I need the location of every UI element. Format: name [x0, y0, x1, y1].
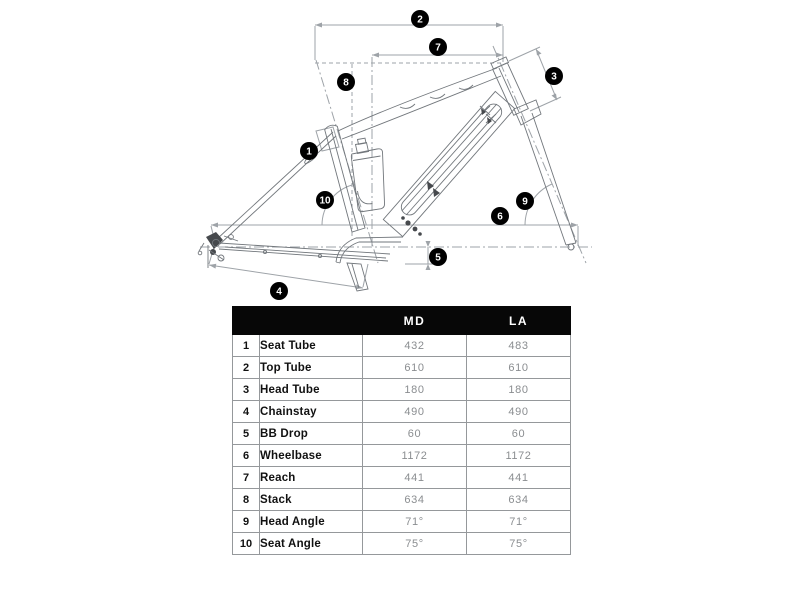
row-la-value: 75° — [467, 533, 571, 555]
svg-text:2: 2 — [417, 14, 423, 26]
callout-layer — [270, 10, 563, 300]
table-row — [233, 533, 571, 555]
row-label: Seat Tube — [260, 335, 363, 357]
top-tube — [338, 68, 501, 139]
svg-text:9: 9 — [522, 196, 528, 208]
row-label: Reach — [260, 467, 363, 489]
row-la-value: 483 — [467, 335, 571, 357]
row-md-value: 610 — [363, 357, 467, 379]
table-row — [233, 357, 571, 379]
row-number: 3 — [233, 379, 260, 401]
row-number: 9 — [233, 511, 260, 533]
battery — [398, 101, 505, 219]
row-label: Wheelbase — [260, 445, 363, 467]
svg-text:10: 10 — [319, 195, 331, 207]
callout-2 — [411, 10, 429, 28]
row-number: 2 — [233, 357, 260, 379]
row-label: Stack — [260, 489, 363, 511]
table-row — [233, 489, 571, 511]
row-md-value: 441 — [363, 467, 467, 489]
table-row — [233, 445, 571, 467]
table-row — [233, 423, 571, 445]
row-md-value: 1172 — [363, 445, 467, 467]
callout-1 — [300, 142, 318, 160]
callout-6 — [491, 207, 509, 225]
svg-text:7: 7 — [435, 42, 441, 54]
table-row — [233, 401, 571, 423]
header-md: MD — [363, 307, 467, 335]
row-la-value: 634 — [467, 489, 571, 511]
row-md-value: 180 — [363, 379, 467, 401]
row-la-value: 490 — [467, 401, 571, 423]
header-blank-label — [260, 307, 363, 335]
row-label: Top Tube — [260, 357, 363, 379]
row-number: 7 — [233, 467, 260, 489]
row-number: 10 — [233, 533, 260, 555]
seat-stay — [217, 132, 336, 244]
head-tube — [491, 57, 528, 115]
row-la-value: 60 — [467, 423, 571, 445]
row-number: 5 — [233, 423, 260, 445]
callout-7 — [429, 38, 447, 56]
row-number: 8 — [233, 489, 260, 511]
svg-text:3: 3 — [551, 71, 557, 83]
row-md-value: 75° — [363, 533, 467, 555]
row-la-value: 1172 — [467, 445, 571, 467]
row-md-value: 60 — [363, 423, 467, 445]
callout-8 — [337, 73, 355, 91]
row-la-value: 441 — [467, 467, 571, 489]
geometry-table-body — [233, 335, 571, 555]
table-row — [233, 379, 571, 401]
svg-text:5: 5 — [435, 252, 441, 264]
row-label: BB Drop — [260, 423, 363, 445]
row-la-value: 180 — [467, 379, 571, 401]
row-label: Head Tube — [260, 379, 363, 401]
dim-chainstay-line — [209, 265, 363, 288]
callout-4 — [270, 282, 288, 300]
row-number: 1 — [233, 335, 260, 357]
callout-5 — [429, 248, 447, 266]
row-md-value: 490 — [363, 401, 467, 423]
svg-text:4: 4 — [276, 286, 282, 298]
callout-9 — [516, 192, 534, 210]
row-md-value: 432 — [363, 335, 467, 357]
callout-10 — [316, 191, 334, 209]
chainstay — [219, 243, 390, 261]
svg-text:8: 8 — [343, 77, 349, 89]
table-row — [233, 467, 571, 489]
row-md-value: 71° — [363, 511, 467, 533]
row-label: Head Angle — [260, 511, 363, 533]
row-md-value: 634 — [363, 489, 467, 511]
row-number: 4 — [233, 401, 260, 423]
water-bottle — [351, 138, 384, 211]
table-row — [233, 511, 571, 533]
svg-text:1: 1 — [306, 146, 312, 158]
table-row — [233, 335, 571, 357]
row-label: Chainstay — [260, 401, 363, 423]
geometry-table — [232, 306, 571, 555]
dim-head-tube-line — [509, 47, 540, 61]
header-blank-num — [233, 307, 260, 335]
callout-3 — [545, 67, 563, 85]
row-number: 6 — [233, 445, 260, 467]
row-la-value: 610 — [467, 357, 571, 379]
row-label: Seat Angle — [260, 533, 363, 555]
row-la-value: 71° — [467, 511, 571, 533]
table-header-row — [233, 307, 571, 335]
svg-text:6: 6 — [497, 211, 503, 223]
bike-frame-drawing — [198, 57, 576, 291]
fork — [514, 100, 576, 250]
header-la: LA — [467, 307, 571, 335]
